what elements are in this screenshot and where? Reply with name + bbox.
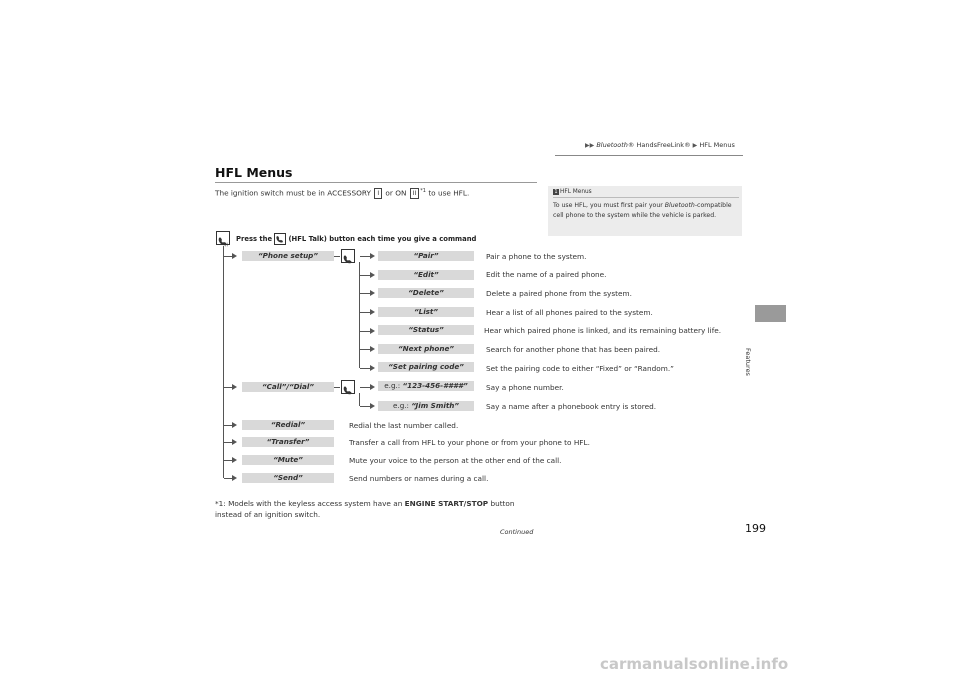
intro-text <box>215 188 469 199</box>
desc-pair: Pair a phone to the system. <box>486 252 587 261</box>
talk-inline-icon <box>274 233 286 245</box>
breadcrumb-part-3: HFL Menus <box>699 141 735 149</box>
note-text-a: To use HFL, you must first pair your <box>553 202 665 209</box>
footnote-b: button <box>488 499 515 508</box>
footnote-c: instead of an ignition switch. <box>215 510 321 519</box>
desc-next-phone: Search for another phone that has been paired. <box>486 345 661 354</box>
menu-pair: “Pair” <box>378 251 474 261</box>
example-label: “Jim Smith” <box>411 401 459 410</box>
arrow-icon <box>370 253 375 259</box>
note-text <box>553 201 739 221</box>
menu-phone-setup: “Phone setup” <box>242 251 334 261</box>
arrow-icon <box>370 309 375 315</box>
tree-call-line <box>359 393 360 406</box>
arrow-icon <box>370 403 375 409</box>
desc-phone-number: Say a phone number. <box>486 383 564 392</box>
desc-delete: Delete a paired phone from the system. <box>486 289 632 298</box>
desc-name: Say a name after a phonebook entry is stored. <box>486 402 657 411</box>
connector <box>360 293 370 294</box>
talk-button-icon <box>341 249 355 263</box>
watermark: carmanualsonline.info <box>600 655 789 673</box>
note-text-italic: Bluetooth <box>664 202 695 209</box>
arrow-icon <box>232 439 237 445</box>
continued-label: Continued <box>500 528 534 536</box>
connector <box>360 256 370 257</box>
breadcrumb <box>585 141 735 149</box>
accessory-key-icon: I <box>374 188 382 199</box>
on-key-icon: II <box>410 188 420 199</box>
side-tab-label: Features <box>744 348 752 376</box>
connector <box>360 349 370 350</box>
intro-mid: or ON <box>385 188 407 198</box>
page-number: 199 <box>745 522 766 535</box>
menu-send: “Send” <box>242 473 334 483</box>
header-rule <box>555 155 743 156</box>
desc-redial: Redial the last number called. <box>349 421 459 430</box>
menu-mute: “Mute” <box>242 455 334 465</box>
arrow-icon <box>232 457 237 463</box>
menu-phone-number-example <box>378 381 474 391</box>
menu-transfer: “Transfer” <box>242 437 334 447</box>
arrow-icon <box>232 253 237 259</box>
press-instruction <box>236 233 476 245</box>
breadcrumb-part-1: Bluetooth <box>596 141 628 149</box>
breadcrumb-arrow-icon: ▶ <box>692 142 698 149</box>
connector <box>360 406 370 407</box>
example-prefix: e.g.: <box>392 401 412 410</box>
menu-name-example <box>378 401 474 411</box>
example-prefix: e.g.: <box>384 381 403 390</box>
menu-delete: “Delete” <box>378 288 474 298</box>
connector <box>360 331 370 332</box>
breadcrumb-reg-2: ® <box>684 141 691 149</box>
footnote-bold: ENGINE START/STOP <box>404 499 489 508</box>
talk-button-icon <box>216 231 230 245</box>
menu-list: “List” <box>378 307 474 317</box>
intro-footnote-ref: *1 <box>420 188 426 195</box>
page-title: HFL Menus <box>215 165 293 180</box>
desc-set-pairing-code: Set the pairing code to either “Fixed” or “Random.” <box>486 364 674 373</box>
note-text-b: -compatible cell phone to the system while the vehicle is parked. <box>553 202 732 219</box>
footnote-a: *1: Models with the keyless access system have an <box>215 499 405 508</box>
desc-status: Hear which paired phone is linked, and its remaining battery life. <box>484 326 722 335</box>
menu-redial: “Redial” <box>242 420 334 430</box>
talk-button-icon <box>341 380 355 394</box>
arrow-icon <box>370 384 375 390</box>
menu-status: “Status” <box>378 325 474 335</box>
connector <box>360 312 370 313</box>
intro-after: to use HFL. <box>428 188 470 198</box>
intro-before: The ignition switch must be in ACCESSORY <box>215 188 371 198</box>
press-b: (HFL Talk) button each time you give a command <box>288 235 477 243</box>
arrow-icon <box>232 384 237 390</box>
footnote <box>215 498 515 520</box>
arrow-icon <box>370 346 375 352</box>
desc-transfer: Transfer a call from HFL to your phone or from your phone to HFL. <box>349 438 590 447</box>
menu-set-pairing-code: “Set pairing code” <box>378 362 474 372</box>
example-label: “123-456-####” <box>402 381 468 390</box>
desc-mute: Mute your voice to the person at the other end of the call. <box>349 456 562 465</box>
note-rule <box>553 197 739 198</box>
breadcrumb-reg-1: ® <box>627 141 635 149</box>
connector <box>360 387 370 388</box>
arrow-icon <box>370 290 375 296</box>
title-rule <box>215 182 537 183</box>
tree-main-line <box>223 246 224 478</box>
connector <box>334 256 340 257</box>
note-heading-text: HFL Menus <box>560 189 592 195</box>
note-heading <box>553 189 592 195</box>
menu-edit: “Edit” <box>378 270 474 280</box>
tree-setup-line <box>359 262 360 368</box>
desc-edit: Edit the name of a paired phone. <box>486 270 607 279</box>
breadcrumb-part-2: HandsFreeLink <box>636 141 685 149</box>
note-icon: 1 <box>554 189 558 195</box>
menu-next-phone: “Next phone” <box>378 344 474 354</box>
connector <box>360 368 370 369</box>
connector <box>334 387 340 388</box>
arrow-icon <box>232 422 237 428</box>
arrow-icon <box>370 365 375 371</box>
side-tab <box>755 305 786 322</box>
breadcrumb-arrow-icon: ▶▶ <box>585 142 595 149</box>
desc-send: Send numbers or names during a call. <box>349 474 489 483</box>
desc-list: Hear a list of all phones paired to the system. <box>486 308 653 317</box>
arrow-icon <box>232 475 237 481</box>
arrow-icon <box>370 328 375 334</box>
svg-text:)): )) <box>225 242 229 247</box>
arrow-icon <box>370 272 375 278</box>
press-a: Press the <box>236 235 273 243</box>
menu-call-dial: “Call”/“Dial” <box>242 382 334 392</box>
connector <box>360 275 370 276</box>
